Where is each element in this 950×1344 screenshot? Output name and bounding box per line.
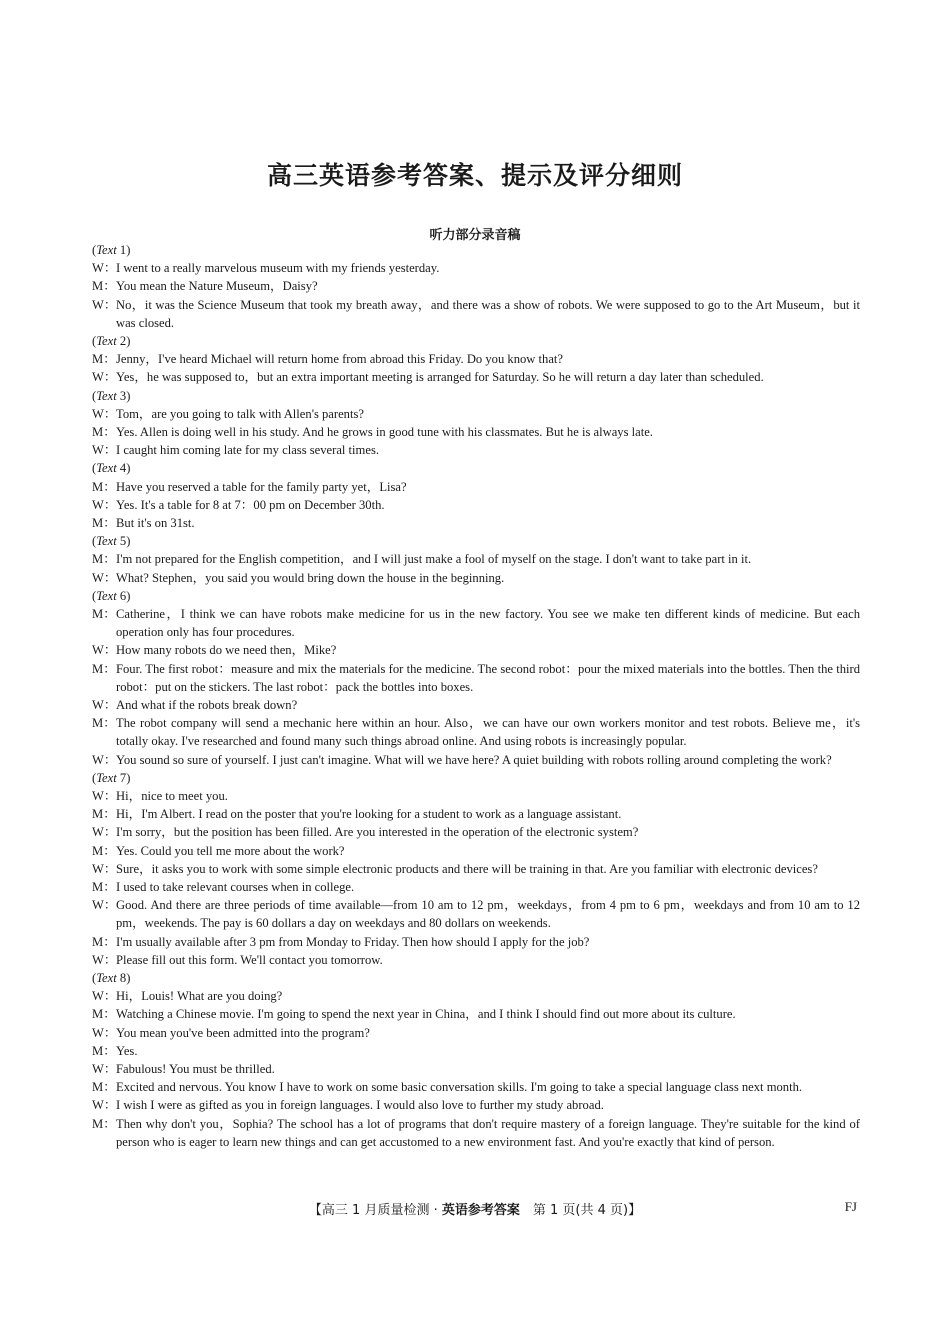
speaker-label: M： [92,807,116,822]
dialogue-line [92,405,860,423]
dialogue-line [92,368,860,386]
dialogue-text: Good. And there are three periods of time available—from 10 am to 12 pm，weekdays，from 4 pm to 6 pm，weekdays and from 10 am to 12 pm，weekends. The pay is 60 dollars a day on weekdays and 80 dollars on weekends. [116,898,860,931]
text-label-number: 5 [119,534,127,549]
dialogue-text: Tom，are you going to talk with Allen's parents? [116,406,364,421]
speaker-label: W： [92,861,117,876]
text-label-word: Text [96,971,117,986]
speaker-label: M： [92,716,116,731]
dialogue-line [92,1078,860,1096]
dialogue-line [92,441,860,459]
dialogue-line [92,514,860,532]
dialogue-text: I caught him coming late for my class several times. [116,443,379,458]
speaker-label: W： [92,1025,117,1040]
dialogue-line [92,714,860,750]
dialogue-text: Yes. Could you tell me more about the work? [116,843,345,858]
dialogue-line [92,842,860,860]
text-label-number: 8 [119,971,127,986]
dialogue-line [92,933,860,951]
dialogue-text: What? Stephen，you said you would bring down the house in the beginning. [116,570,505,585]
dialogue-line [92,1024,860,1042]
text-label: (Text 1) [92,243,131,257]
dialogue-text: No，it was the Science Museum that took my breath away，and there was a show of robots. We were supposed to go to the Art Museum，but it was closed. [116,297,860,330]
speaker-label: M： [92,880,116,894]
speaker-label: W： [92,1062,117,1077]
speaker-label: W： [92,952,117,967]
dialogue-line [92,751,860,769]
text-label-word: Text [96,588,117,603]
speaker-label: W： [92,570,117,585]
dialogue-text: Hi，nice to meet you. [116,788,228,803]
speaker-label: M： [92,552,116,567]
speaker-label: M： [92,515,116,530]
text-label-word: Text [96,388,117,403]
text-label: (Text 4) [92,461,131,476]
speaker-label: W： [92,643,117,658]
dialogue-line [92,896,860,932]
speaker-label: W： [92,297,117,312]
dialogue-text: Sure，it asks you to work with some simple electronic products and there will be training in that. Are you familiar with electronic devices? [116,861,818,876]
dialogue-line [92,805,860,823]
text-label: (Text 6) [92,588,131,603]
dialogue-line [92,1115,860,1151]
section-title: 听力部分录音稿 [429,228,521,243]
dialogue-line [92,1060,860,1078]
dialogue-text: Yes. It's a table for 8 at 7：00 pm on December 30th. [116,497,385,512]
footer-left: 【高三 1 月质量检测 · [308,1203,442,1218]
text-label-number: 6 [119,588,127,603]
text-label: (Text 7) [92,770,131,785]
dialogue-line [92,569,860,587]
dialogue-text: I wish I were as gifted as you in foreign languages. I would also love to further my study abroad. [116,1098,604,1113]
text-label-number: 2 [119,334,127,348]
speaker-label: W： [92,497,117,512]
speaker-label: M： [92,1080,116,1095]
dialogue-line [92,641,860,659]
speaker-label: W： [92,788,117,803]
page-title: 高三英语参考答案、提示及评分细则 [266,161,683,190]
dialogue-text: I'm usually available after 3 pm from Monday to Friday. Then how should I apply for the job? [116,934,590,949]
speaker-label: W： [92,898,117,913]
dialogue-text: You mean you've been admitted into the program? [116,1025,370,1040]
dialogue-text: I'm not prepared for the English competition，and I will just make a fool of myself on the stage. I don't want to take part in it. [116,552,752,567]
speaker-label: M： [92,279,116,294]
text-label-word: Text [96,534,117,549]
dialogue-text: I'm sorry，but the position has been filled. Are you interested in the operation of the electronic system? [116,825,639,840]
dialogue-line [92,878,860,896]
speaker-label: M： [92,424,116,439]
dialogue-text: You sound so sure of yourself. I just can't imagine. What will we have here? A quiet building with robots rolling around completing the work? [116,752,832,767]
dialogue-line [92,987,860,1005]
speaker-label: M： [92,479,116,494]
dialogue-text: Yes，he was supposed to，but an extra important meeting is arranged for Saturday. So he will return a day later than scheduled. [116,370,764,385]
speaker-label: M： [92,1043,116,1058]
speaker-label: M： [92,661,116,676]
dialogue-text: I used to take relevant courses when in college. [116,880,355,894]
text-label-word: Text [96,243,117,257]
dialogue-text: Hi，Louis! What are you doing? [116,989,283,1004]
footer-info [0,1199,950,1218]
dialogue-line [92,860,860,878]
dialogue-text: Yes. [116,1043,138,1058]
footer-right: 第 1 页(共 4 页)】 [519,1203,642,1218]
text-label: (Text 8) [92,971,131,986]
dialogue-text: Please fill out this form. We'll contact you tomorrow. [116,952,383,967]
dialogue-text: Catherine，I think we can have robots make medicine for us in the new factory. You see we make ten different kinds of medicine. But each operation only has four procedures. [116,606,860,640]
dialogue-line [92,1005,860,1023]
dialogue-text: Watching a Chinese movie. I'm going to spend the next year in China，and I think I should find out more about its culture. [116,1007,736,1022]
dialogue-text: Excited and nervous. You know I have to work on some basic conversation skills. I'm going to take a special language class next month. [116,1080,803,1095]
text-label: (Text 2) [92,334,131,348]
speaker-label: W： [92,752,117,767]
dialogue-text: Fabulous! You must be thrilled. [116,1062,275,1077]
text-label: (Text 3) [92,388,131,403]
speaker-label: M： [92,1116,116,1131]
dialogue-text: Jenny，I've heard Michael will return home from abroad this Friday. Do you know that? [116,352,564,367]
dialogue-line [92,478,860,496]
dialogue-text: Have you reserved a table for the family party yet，Lisa? [116,479,407,494]
dialogue-line [92,277,860,295]
dialogue-line [92,550,860,568]
speaker-label: W： [92,261,117,276]
speaker-label: W： [92,825,117,840]
dialogue-text: I went to a really marvelous museum with my friends yesterday. [116,261,440,276]
speaker-label: W： [92,443,117,458]
dialogue-line [92,423,860,441]
dialogue-line [92,787,860,805]
speaker-label: W： [92,406,117,421]
dialogue-line [92,259,860,277]
dialogue-line [92,296,860,332]
dialogue-text: The robot company will send a mechanic here within an hour. Also，we can have our own workers monitor and test robots. Believe me，it's totally okay. I've researched and found many such things abroad online. And using robots is increasingly popular. [116,716,860,749]
footer-code: FJ [844,1199,857,1214]
dialogue-text: And what if the robots break down? [116,697,298,712]
text-label-word: Text [96,770,117,785]
text-label-number: 4 [119,461,127,476]
dialogue-text: But it's on 31st. [116,515,195,530]
dialogue-line [92,605,860,641]
dialogue-text: Then why don't you，Sophia? The school has a lot of programs that don't require mastery of a foreign language. They're suitable for the kind of person who is eager to learn new things and can get accustomed to a new environment fast. And you're exactly that kind of person. [116,1116,860,1149]
transcript [92,241,860,1151]
speaker-label: W： [92,1098,117,1113]
speaker-label: M： [92,606,116,621]
dialogue-line [92,496,860,514]
speaker-label: W： [92,370,117,385]
text-label-word: Text [96,334,117,348]
speaker-label: M： [92,843,116,858]
dialogue-line [92,1096,860,1114]
text-label-number: 7 [119,770,127,785]
page-footer [0,1199,950,1219]
dialogue-line [92,1042,860,1060]
text-label-number: 3 [119,388,127,403]
dialogue-text: Hi，I'm Albert. I read on the poster that you're looking for a student to work as a language assistant. [116,807,622,822]
speaker-label: W： [92,989,117,1004]
dialogue-text: Yes. Allen is doing well in his study. And he grows in good tune with his classmates. But he is always late. [116,424,653,439]
dialogue-text: You mean the Nature Museum，Daisy? [116,279,318,294]
dialogue-line [92,350,860,368]
dialogue-line [92,951,860,969]
speaker-label: M： [92,934,116,949]
text-label-number: 1 [119,243,127,257]
footer-bold: 英语参考答案 [441,1203,520,1218]
text-label: (Text 5) [92,534,131,549]
dialogue-text: How many robots do we need then，Mike? [116,643,337,658]
speaker-label: M： [92,352,116,367]
speaker-label: W： [92,697,117,712]
dialogue-line [92,696,860,714]
text-label-word: Text [96,461,117,476]
dialogue-line [92,823,860,841]
speaker-label: M： [92,1007,116,1022]
dialogue-text: Four. The first robot：measure and mix the materials for the medicine. The second robot：pour the mixed materials into the bottles. Then the third robot：put on the stickers. The last robot：pack the bottles into boxes. [116,661,860,694]
dialogue-line [92,660,860,696]
